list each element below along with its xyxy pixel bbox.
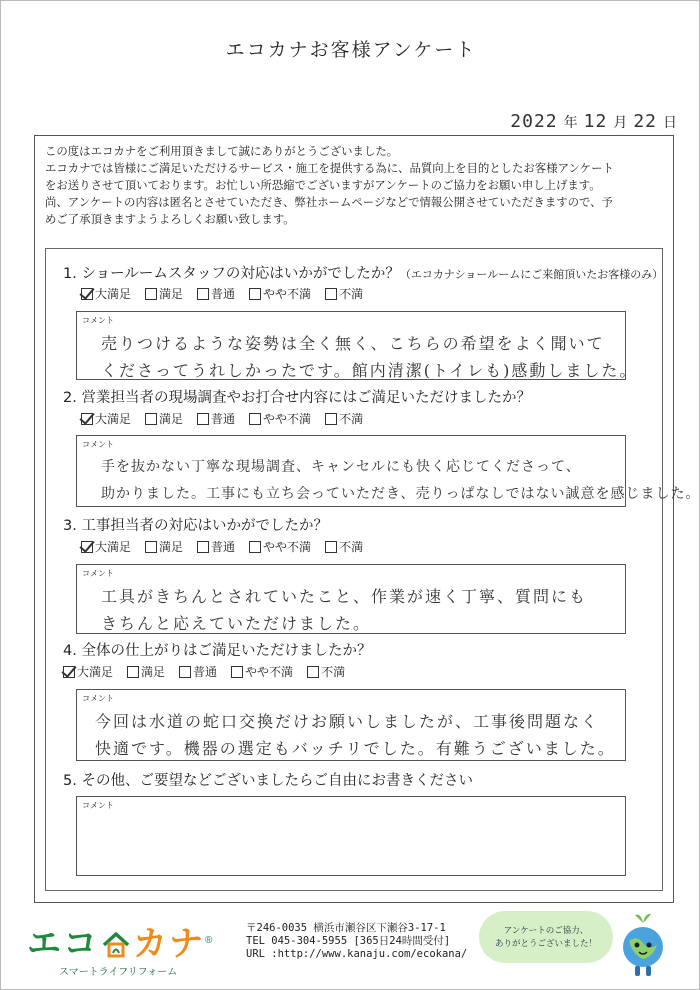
rating-options-1 (81, 285, 363, 302)
intro-line: エコカナでは皆様にご満足いただけるサービス・施工を提供する為に、品質向上を目的としたお客様アンケート (45, 161, 614, 175)
comment-label: コメント (82, 694, 114, 703)
option-normal[interactable]: 普通 (197, 410, 235, 427)
question-text: ショールームスタッフの対応はいかがでしたか？ (81, 266, 400, 282)
checkbox[interactable] (197, 413, 209, 425)
survey-date (510, 111, 677, 132)
option-somewhat-dissatisfied[interactable]: やや不満 (231, 663, 293, 680)
checkbox[interactable] (325, 541, 337, 553)
question-3 (63, 514, 328, 535)
date-day: 22 (633, 111, 657, 132)
date-month: 12 (583, 111, 608, 132)
date-month-unit: 月 (613, 115, 628, 131)
checkbox[interactable] (145, 288, 157, 300)
option-satisfied[interactable]: 満足 (127, 663, 165, 680)
question-number: 1. (63, 266, 77, 282)
intro-line: をお送りさせて頂いております。お忙しい所恐縮でございますがアンケートのご協力をお願い申し上げます。 (45, 178, 601, 192)
checkbox[interactable] (231, 666, 243, 678)
page-title: エコカナお客様アンケート (225, 39, 477, 61)
option-normal[interactable]: 普通 (197, 538, 235, 555)
comment-label: コメント (82, 801, 114, 810)
option-normal[interactable]: 普通 (197, 285, 235, 302)
option-dissatisfied[interactable]: 不満 (325, 538, 363, 555)
rating-options-2 (81, 410, 363, 427)
question-number: 2. (63, 390, 77, 406)
option-dissatisfied[interactable]: 不満 (325, 410, 363, 427)
question-5 (63, 769, 473, 790)
option-satisfied[interactable]: 満足 (145, 538, 183, 555)
question-number: 5. (63, 773, 77, 789)
checkbox-checked[interactable] (81, 288, 93, 300)
date-day-unit: 日 (663, 115, 677, 131)
question-text: 営業担当者の現場調査やお打合せ内容にはご満足いただけましたか？ (81, 390, 531, 406)
option-dissatisfied[interactable]: 不満 (307, 663, 345, 680)
globe-mascot-icon (613, 909, 673, 981)
comment-text: 今回は水道の蛇口交換だけお願いしましたが、工事後問題なく 快適です。機器の選定もバッチリでした。有難うございました。 (95, 712, 616, 758)
checkbox-checked[interactable] (81, 413, 93, 425)
date-year: 2022 (510, 111, 558, 132)
comment-box-2[interactable] (76, 435, 700, 507)
comment-text: 手を抜かない丁寧な現場調査、キャンセルにも快く応じてくださって、 助かりました。工事にも立ち会っていただき、売りっぱなしではない誠意を感じました。 (101, 459, 700, 502)
checkbox[interactable] (127, 666, 139, 678)
checkbox[interactable] (249, 541, 261, 553)
company-address: 〒246-0035 横浜市瀬谷区下瀬谷3-17-1 TEL 045-304-5955 [365日24時間受付] URL :http://www.kanaju.com/ecokana/ (246, 922, 468, 960)
checkbox[interactable] (325, 288, 337, 300)
checkbox-checked[interactable] (81, 541, 93, 553)
option-somewhat-dissatisfied[interactable]: やや不満 (249, 285, 311, 302)
question-number: 4. (63, 643, 77, 659)
checkbox[interactable] (197, 541, 209, 553)
ecokana-logo (27, 916, 214, 978)
question-text: その他、ご要望などございましたらご自由にお書きください (81, 773, 473, 789)
option-very-satisfied[interactable]: 大満足 (81, 538, 131, 555)
checkbox[interactable] (197, 288, 209, 300)
checkbox[interactable] (145, 413, 157, 425)
option-very-satisfied[interactable]: 大満足 (63, 663, 113, 680)
option-somewhat-dissatisfied[interactable]: やや不満 (249, 410, 311, 427)
date-year-unit: 年 (563, 115, 578, 131)
checkbox[interactable] (249, 288, 261, 300)
question-text: 工事担当者の対応はいかがでしたか？ (81, 518, 328, 534)
checkbox[interactable] (179, 666, 191, 678)
checkbox-checked[interactable] (63, 666, 75, 678)
option-somewhat-dissatisfied[interactable]: やや不満 (249, 538, 311, 555)
intro-line: めご了承頂きますようよろしくお願い致します。 (45, 212, 295, 226)
intro-line: この度はエコカナをご利用頂きまして誠にありがとうございました。 (45, 144, 399, 158)
rating-options-3 (81, 538, 363, 555)
option-satisfied[interactable]: 満足 (145, 410, 183, 427)
question-2 (63, 386, 531, 407)
option-dissatisfied[interactable]: 不満 (325, 285, 363, 302)
option-normal[interactable]: 普通 (179, 663, 217, 680)
logo-tagline: スマートライフリフォーム (59, 967, 178, 978)
question-1 (63, 262, 663, 283)
checkbox[interactable] (145, 541, 157, 553)
thanks-bubble: アンケートのご協力、 ありがとうございました！ (479, 911, 613, 963)
comment-box-1[interactable] (76, 311, 638, 380)
comment-text: 売りつけるような姿勢は全く無く、こちらの希望をよく聞いて くださってうれしかったです。館内清潔(トイレも)感動しました。 (101, 334, 638, 380)
checkbox[interactable] (249, 413, 261, 425)
logo-wordmark: エコ カナ ® (27, 925, 215, 963)
question-note: （エコカナショールームにご来館頂いたお客様のみ） (399, 268, 664, 281)
comment-box-3[interactable] (76, 564, 626, 634)
comment-box-5[interactable] (76, 796, 626, 876)
question-number: 3. (63, 518, 77, 534)
intro-line: 尚、アンケートの内容は匿名とさせていただき、弊社ホームページなどで情報公開させていただきますので、予 (45, 195, 613, 209)
option-very-satisfied[interactable]: 大満足 (81, 410, 131, 427)
comment-label: コメント (82, 569, 114, 578)
comment-box-4[interactable] (76, 689, 626, 761)
rating-options-4 (63, 663, 345, 680)
comment-label: コメント (82, 440, 114, 449)
comment-label: コメント (82, 316, 114, 325)
intro-text (45, 143, 665, 228)
house-icon (102, 928, 130, 954)
checkbox[interactable] (325, 413, 337, 425)
option-very-satisfied[interactable]: 大満足 (81, 285, 131, 302)
question-4 (63, 639, 371, 660)
question-text: 全体の仕上がりはご満足いただけましたか？ (81, 643, 372, 659)
option-satisfied[interactable]: 満足 (145, 285, 183, 302)
checkbox[interactable] (307, 666, 319, 678)
comment-text: 工具がきちんとされていたこと、作業が速く丁寧、質問にも きちんと応えていただけました。 (101, 587, 588, 633)
